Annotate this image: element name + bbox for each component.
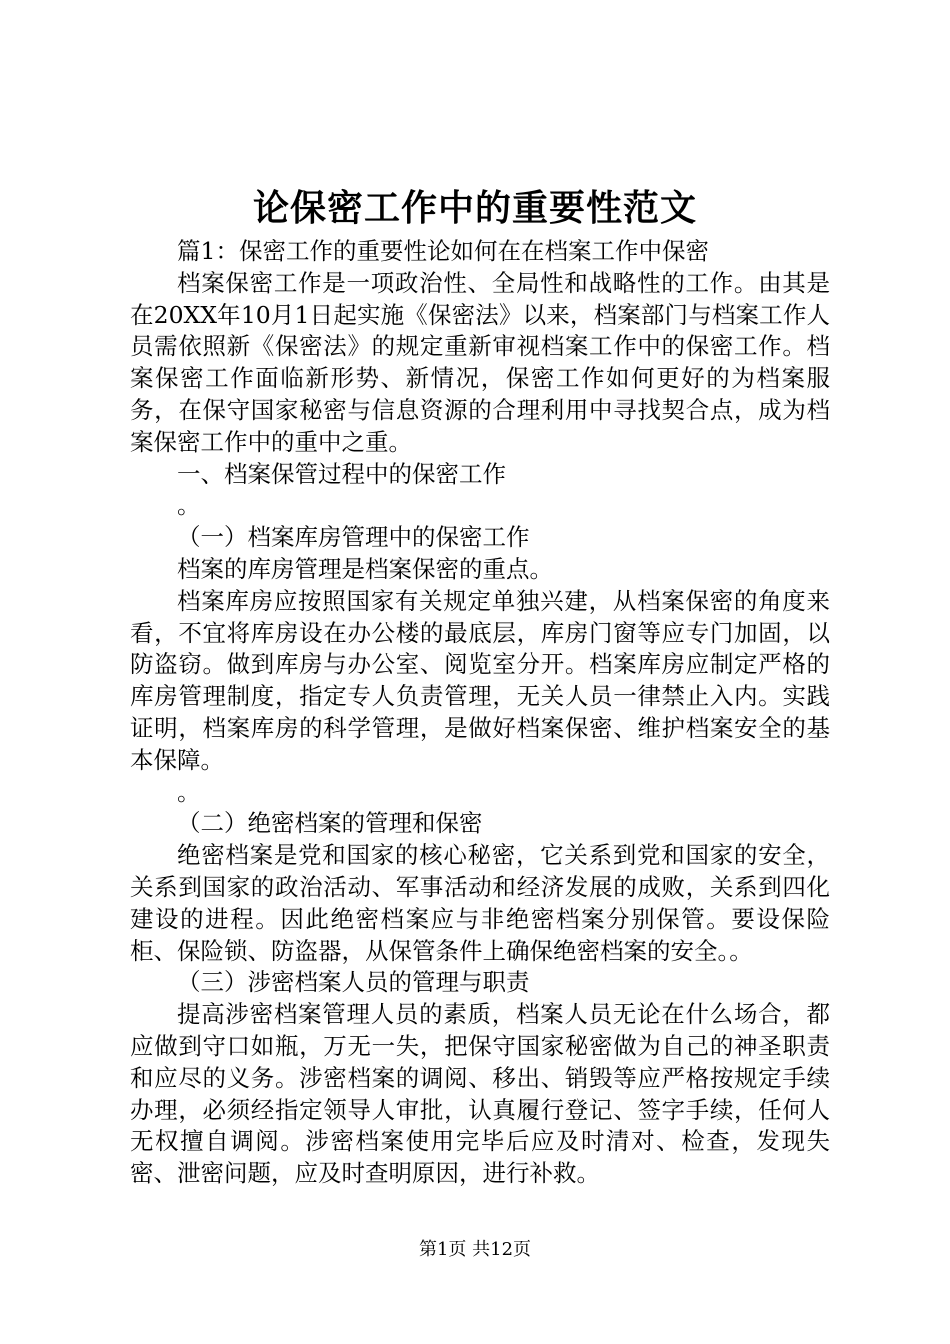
section-heading: 一、档案保管过程中的保密工作 [177, 459, 506, 488]
paragraph: 。 [177, 491, 201, 520]
document-body [130, 236, 830, 1190]
subsection-heading: （一）档案库房管理中的保密工作 [177, 523, 530, 552]
subsection-heading: （三）涉密档案人员的管理与职责 [177, 968, 530, 997]
document-title: 论保密工作中的重要性范文 [252, 187, 697, 229]
paragraph: 。 [177, 777, 201, 806]
section-heading: 篇1：保密工作的重要性论如何在在档案工作中保密 [177, 237, 709, 265]
paragraph: 档案库房应按照国家有关规定单独兴建，从档案保密的角度来看，不宜将库房设在办公楼的最底层，库房门窗等应专门加固，以防盗窃。做到库房与办公室、阅览室分开。档案库房应制定严格的库房管理制度，指定专人负责管理，无关人员一律禁止入内。实践证明，档案库房的科学管理，是做好档案保密、维护档案安全的基本保障。 [130, 586, 830, 774]
paragraph: 提高涉密档案管理人员的素质，档案人员无论在什么场合，都应做到守口如瓶，万无一失，把保守国家秘密做为自己的神圣职责和应尽的义务。涉密档案的调阅、移出、销毁等应严格按规定手续办理，必须经指定领导人审批，认真履行登记、签字手续，任何人无权擅自调阅。涉密档案使用完毕后应及时清对、检查，发现失密、泄密问题，应及时查明原因，进行补救。 [130, 1000, 830, 1188]
paragraph: 档案的库房管理是档案保密的重点。 [177, 554, 553, 583]
paragraph: 档案保密工作是一项政治性、全局性和战略性的工作。由其是在20XX年10月1日起实施《保密法》以来，档案部门与档案工作人员需依照新《保密法》的规定重新审视档案工作中的保密工作。档案保密工作面临新形势、新情况，保密工作如何更好的为档案服务，在保守国家秘密与信息资源的合理利用中寻找契合点，成为档案保密工作中的重中之重。 [130, 268, 830, 456]
paragraph: 绝密档案是党和国家的核心秘密，它关系到党和国家的安全，关系到国家的政治活动、军事活动和经济发展的成败，关系到四化建设的进程。因此绝密档案应与非绝密档案分别保管。要设保险柜、保险锁、防盗器，从保管条件上确保绝密档案的安全。。 [130, 841, 830, 965]
page-footer: 第1页 共12页 [418, 1239, 532, 1260]
subsection-heading: （二）绝密档案的管理和保密 [177, 809, 483, 838]
